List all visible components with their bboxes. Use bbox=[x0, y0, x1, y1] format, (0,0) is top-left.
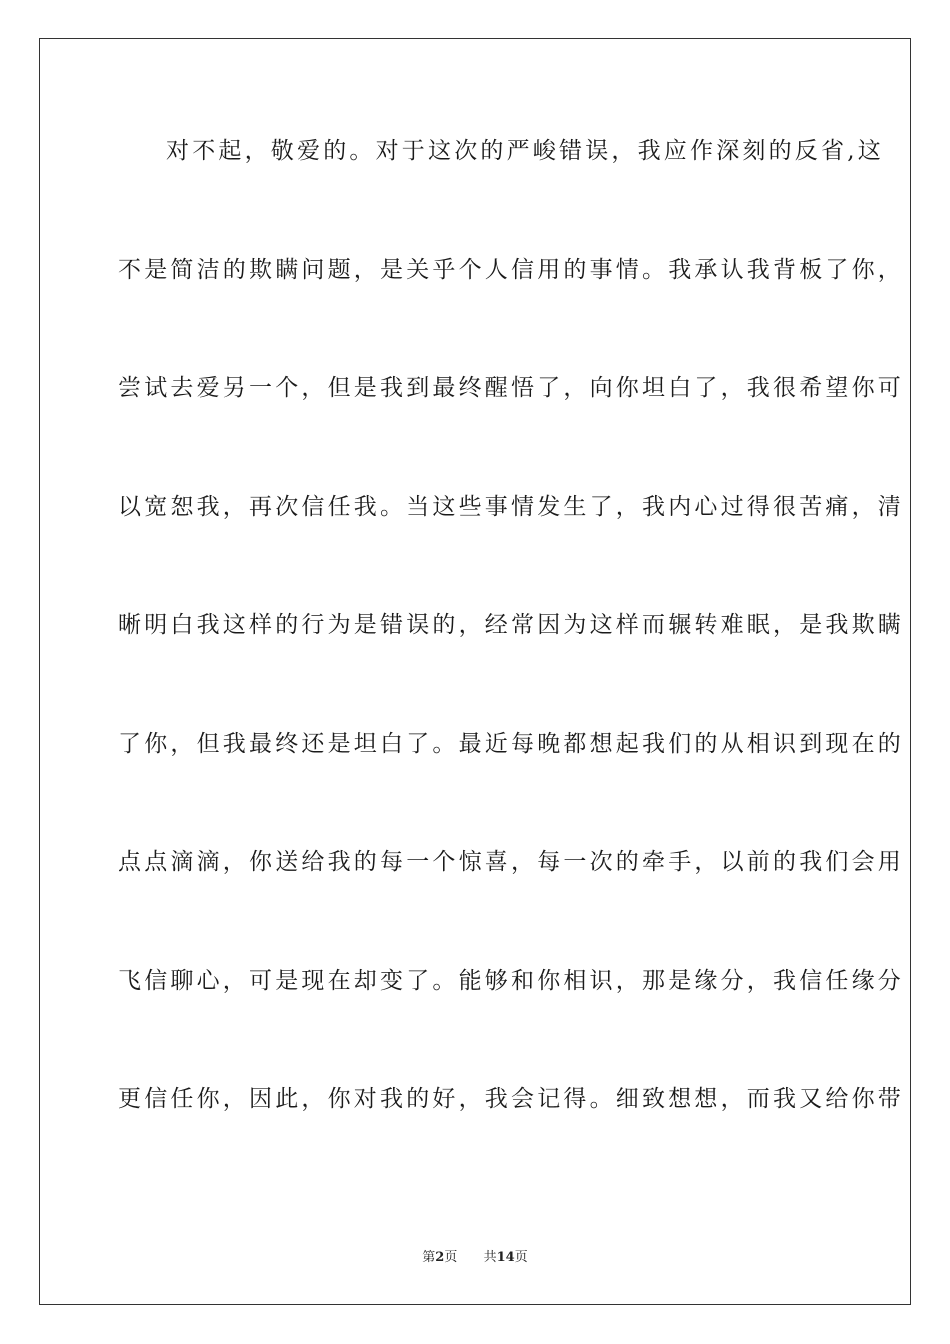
total-prefix: 共 bbox=[483, 1250, 497, 1265]
page-number: 2 bbox=[435, 1250, 445, 1265]
text-line: 不是简洁的欺瞒问题，是关乎个人信用的事情。我承认我背板了你， bbox=[118, 256, 904, 283]
text-line: 了你，但我最终还是坦白了。最近每晚都想起我们的从相识到现在的 bbox=[118, 730, 904, 757]
text-line: 晰明白我这样的行为是错误的，经常因为这样而辗转难眠，是我欺瞒 bbox=[118, 612, 904, 638]
total-suffix: 页 bbox=[514, 1250, 528, 1265]
page-suffix: 页 bbox=[444, 1250, 458, 1265]
text-line: 尝试去爱另一个，但是我到最终醒悟了，向你坦白了，我很希望你可 bbox=[118, 375, 904, 401]
text-line: 对不起，敬爱的。对于这次的严峻错误，我应作深刻的反省,这 bbox=[166, 138, 884, 164]
page-footer bbox=[0, 1246, 950, 1265]
body-text bbox=[118, 126, 904, 1193]
text-line: 更信任你，因此，你对我的好，我会记得。细致想想，而我又给你带 bbox=[118, 1086, 904, 1112]
text-line: 以宽恕我，再次信任我。当这些事情发生了，我内心过得很苦痛，清 bbox=[118, 493, 904, 520]
page-prefix: 第 bbox=[422, 1250, 436, 1265]
total-pages: 14 bbox=[496, 1250, 515, 1265]
text-line: 飞信聊心，可是现在却变了。能够和你相识，那是缘分，我信任缘分 bbox=[118, 967, 904, 994]
text-line: 点点滴滴，你送给我的每一个惊喜，每一次的牵手，以前的我们会用 bbox=[118, 849, 904, 875]
